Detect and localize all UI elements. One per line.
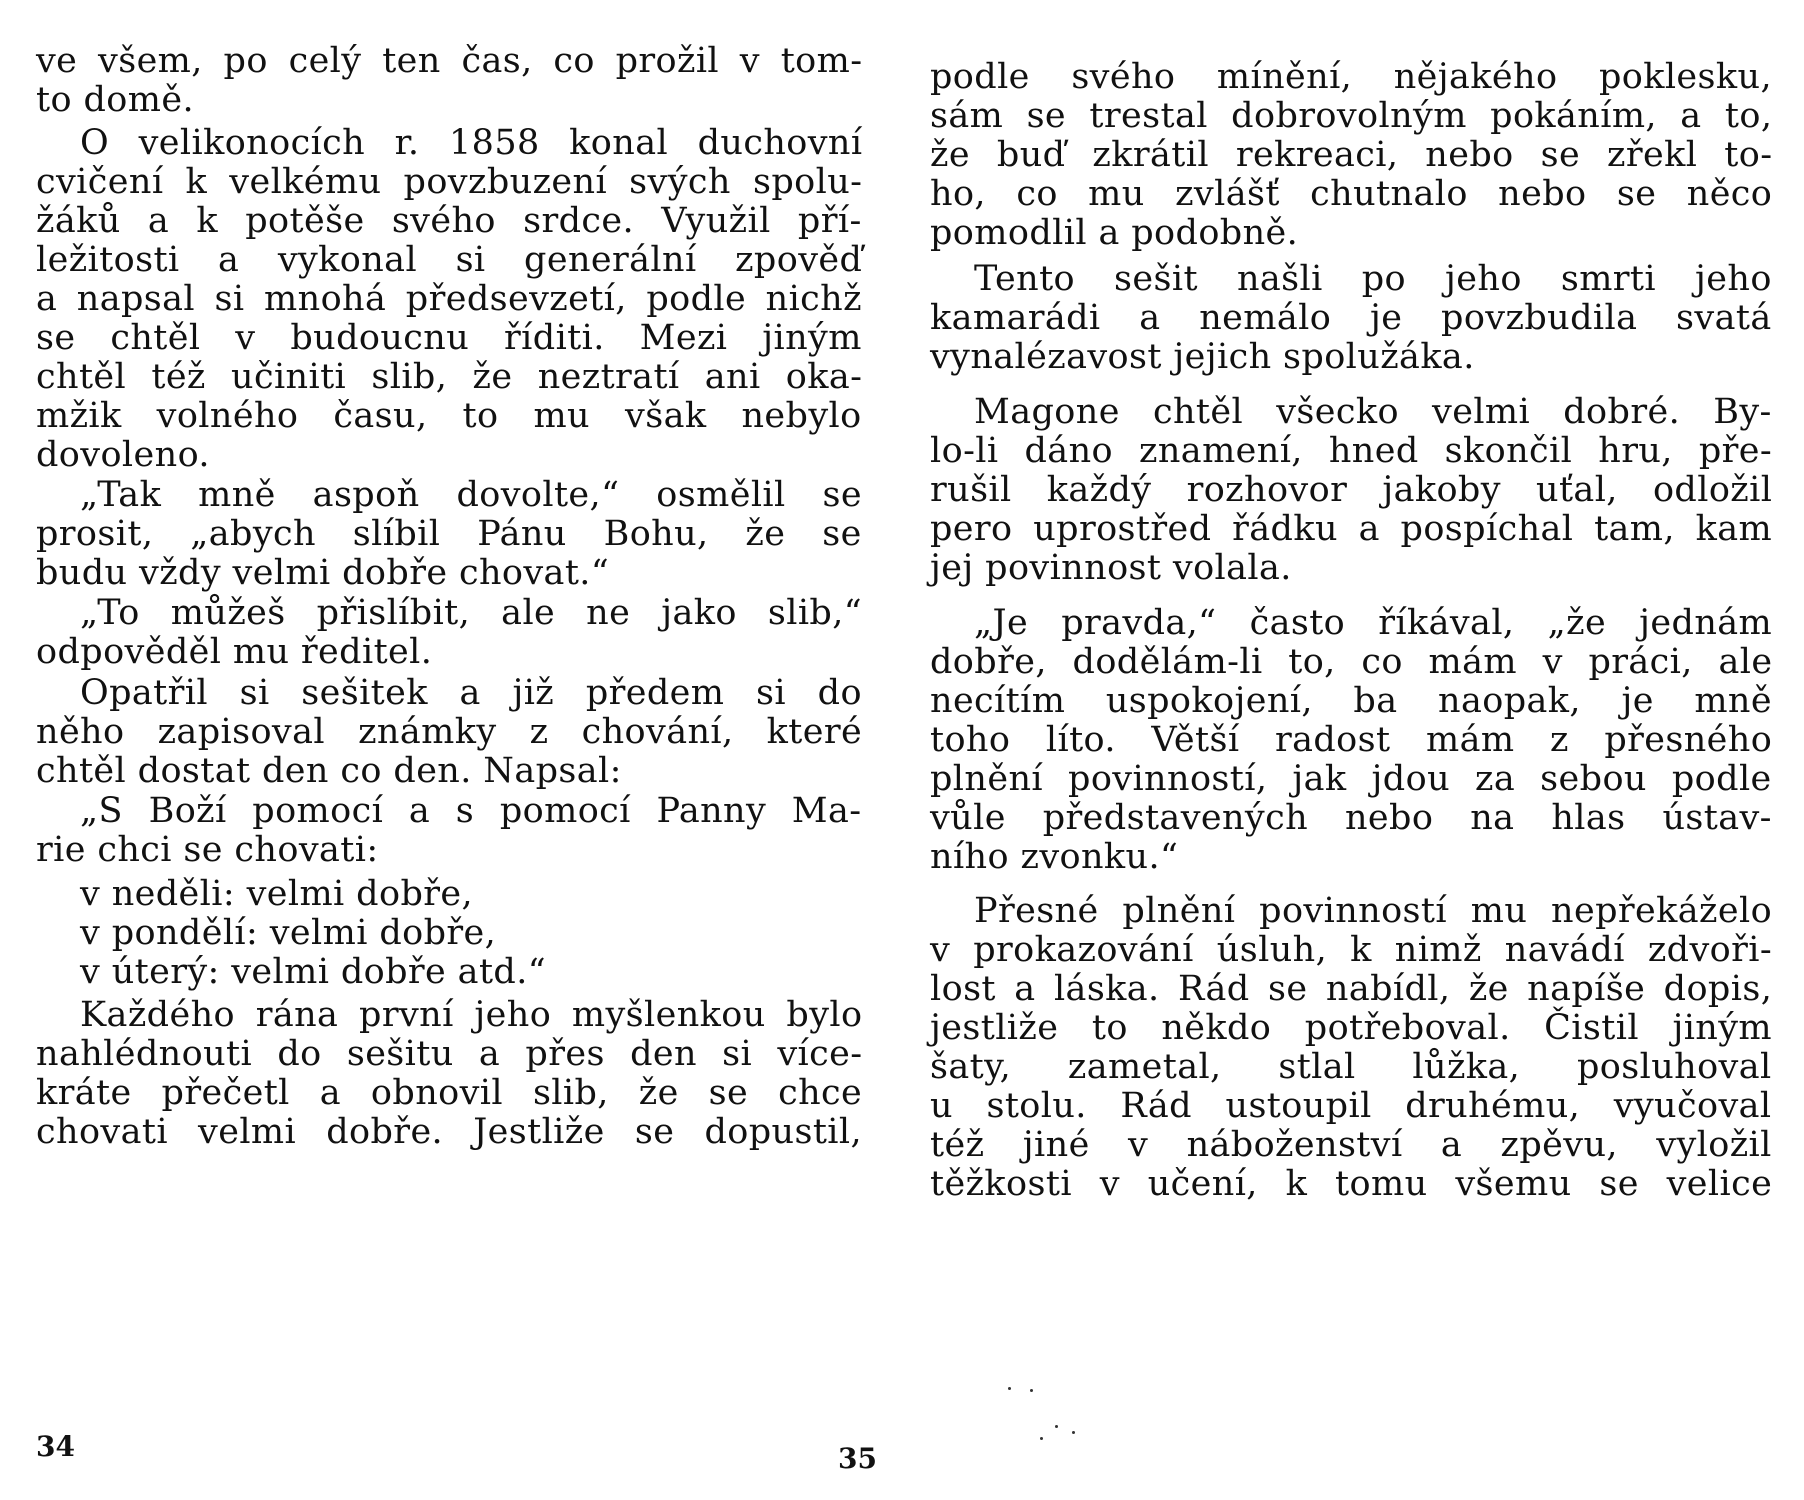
right-page-line: jestliže to někdo potřeboval. Čistil jiným [930, 1008, 1772, 1048]
right-page-line: šaty, zametal, stlal lůžka, posluhoval [930, 1047, 1772, 1087]
left-page-line: dovoleno. [36, 435, 210, 475]
left-page-line: prosit, „abych slíbil Pánu Bohu, že se [36, 514, 862, 554]
right-page-line: kamarádi a nemálo je povzbudila svatá [930, 298, 1772, 338]
right-page-line: též jiné v náboženství a zpěvu, vyložil [930, 1125, 1772, 1165]
right-page-line: lo-li dáno znamení, hned skončil hru, pře- [930, 431, 1773, 471]
right-page-line: pero uprostřed řádku a pospíchal tam, kam [930, 509, 1773, 549]
left-page-line: chtěl dostat den co den. Napsal: [36, 751, 622, 791]
left-page-line: cvičení k velkému povzbuzení svých spolu- [36, 162, 863, 202]
right-page-line: v prokazování úsluh, k nimž navádí zdvoři- [930, 930, 1773, 970]
right-page-line: toho líto. Větší radost mám z přesného [930, 720, 1773, 760]
left-page-line: něho zapisoval známky z chování, které [36, 712, 863, 752]
right-page-line: u stolu. Rád ustoupil druhému, vyučoval [930, 1086, 1772, 1126]
right-page-line: Přesné plnění povinností mu nepřekáželo [974, 891, 1773, 931]
page-number-left: 34 [36, 1430, 75, 1463]
print-specks [1000, 1385, 1090, 1445]
right-page-line: sám se trestal dobrovolným pokáním, a to, [930, 96, 1773, 136]
left-page-line: Každého rána první jeho myšlenkou bylo [80, 995, 863, 1035]
right-page-line: vynalézavost jejich spolužáka. [930, 337, 1475, 377]
left-page-line: chtěl též učiniti slib, že neztratí ani oka- [36, 357, 863, 397]
left-page-line: „Tak mně aspoň dovolte,“ osmělil se [80, 475, 863, 515]
right-page-line: lost a láska. Rád se nabídl, že napíše dopis, [930, 969, 1773, 1009]
left-page-line: ve všem, po celý ten čas, co prožil v tom- [36, 41, 863, 81]
right-page-line: vůle představených nebo na hlas ústav- [930, 798, 1772, 838]
left-page-line: žáků a k potěše svého srdce. Využil pří- [36, 201, 862, 241]
left-page-line: budu vždy velmi dobře chovat.“ [36, 553, 610, 593]
left-page-line: odpověděl mu ředitel. [36, 632, 433, 672]
left-page-line: kráte přečetl a obnovil slib, že se chce [36, 1073, 863, 1113]
left-page-line: rie chci se chovati: [36, 830, 379, 870]
left-page-line: v úterý: velmi dobře atd.“ [80, 952, 547, 992]
right-page-line: necítím uspokojení, ba naopak, je mně [930, 681, 1772, 721]
left-page-line: a napsal si mnohá předsevzetí, podle nichž [36, 279, 862, 319]
right-page-line: těžkosti v učení, k tomu všemu se velice [930, 1164, 1773, 1204]
right-page [930, 0, 1804, 1500]
right-page-line: ho, co mu zvlášť chutnalo nebo se něco [930, 174, 1773, 214]
left-page-line: to domě. [36, 80, 194, 120]
left-page-line: v neděli: velmi dobře, [80, 874, 474, 914]
right-page-line: pomodlil a podobně. [930, 213, 1299, 253]
left-page-line: ležitosti a vykonal si generální zpověď [36, 240, 863, 280]
left-page-line: v pondělí: velmi dobře, [80, 913, 497, 953]
left-page-line: „To můžeš přislíbit, ale ne jako slib,“ [80, 593, 863, 633]
right-page-line: podle svého mínění, nějakého poklesku, [930, 57, 1772, 97]
right-page-line: dobře, dodělám-li to, co mám v práci, ale [930, 642, 1773, 682]
left-page [0, 0, 880, 1500]
left-page-line: chovati velmi dobře. Jestliže se dopustil, [36, 1112, 863, 1152]
right-page-line: jej povinnost volala. [930, 548, 1292, 588]
right-page-line: že buď zkrátil rekreaci, nebo se zřekl to- [930, 135, 1773, 175]
left-page-line: Opatřil si sešitek a již předem si do [80, 673, 862, 713]
left-page-line: O velikonocích r. 1858 konal duchovní [80, 123, 863, 163]
right-page-line: Tento sešit našli po jeho smrti jeho [974, 259, 1772, 299]
right-page-line: rušil každý rozhovor jakoby uťal, odložil [930, 470, 1773, 510]
left-page-line: „S Boží pomocí a s pomocí Panny Ma- [80, 791, 862, 831]
right-page-line: plnění povinností, jak jdou za sebou podle [930, 759, 1772, 799]
right-page-line: ního zvonku.“ [930, 837, 1179, 877]
page-number-right: 35 [838, 1442, 877, 1475]
right-page-line: „Je pravda,“ často říkával, „že jednám [974, 603, 1773, 643]
left-page-line: mžik volného času, to mu však nebylo [36, 396, 862, 436]
left-page-line: se chtěl v budoucnu říditi. Mezi jiným [36, 318, 862, 358]
right-page-line: Magone chtěl všecko velmi dobré. By- [974, 392, 1772, 432]
left-page-line: nahlédnouti do sešitu a přes den si více- [36, 1034, 863, 1074]
